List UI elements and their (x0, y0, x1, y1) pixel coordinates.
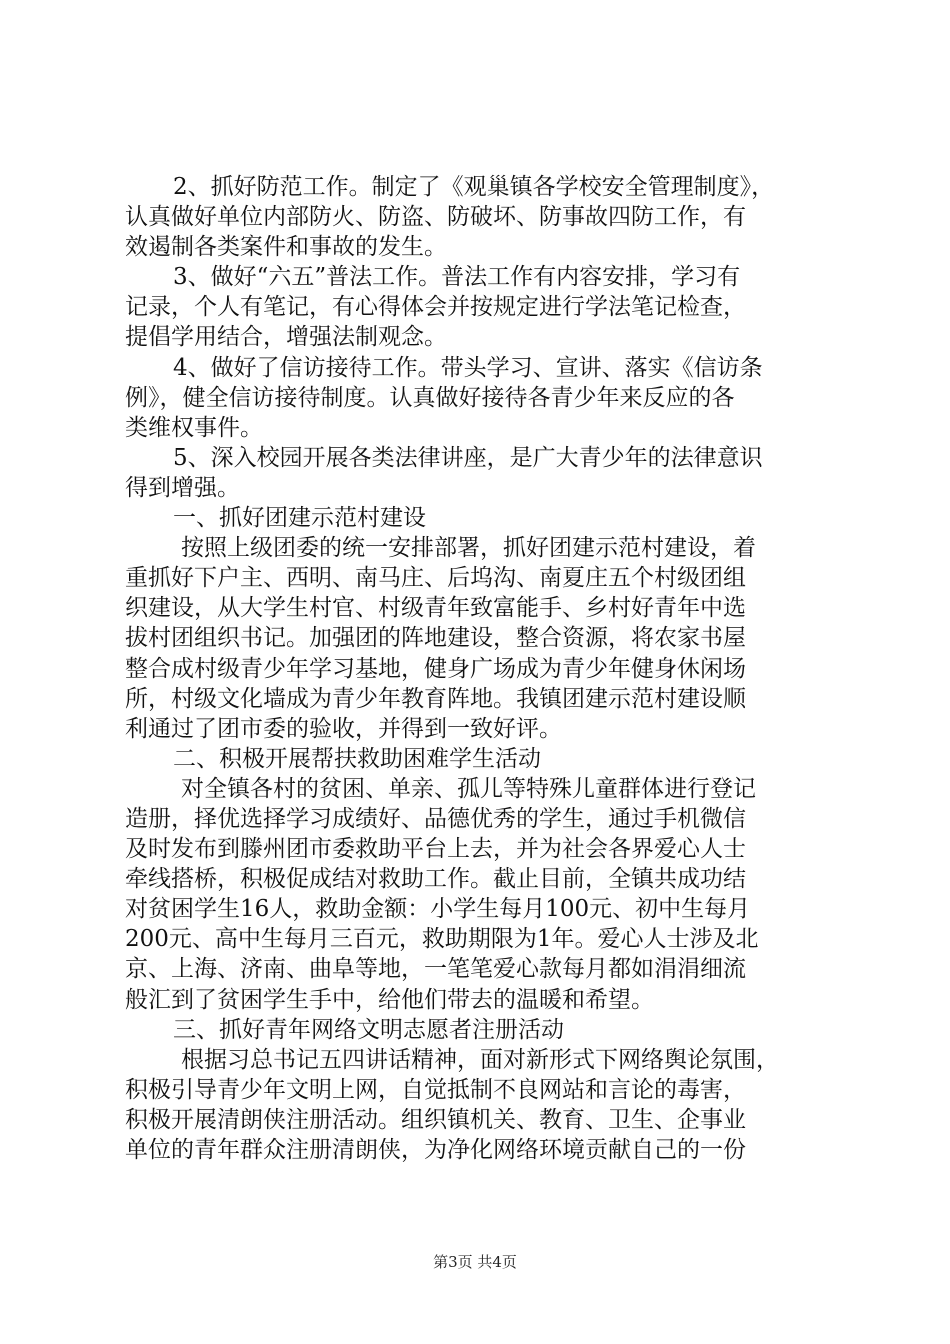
paragraph-line: 般汇到了贫困学生手中，给他们带去的温暖和希望。 (125, 986, 654, 1013)
paragraph-line: 对全镇各村的贫困、单亲、孤儿等特殊儿童群体进行登记 (181, 775, 756, 802)
paragraph-line: 3、做好“六五”普法工作。普法工作有内容安排，学习有 (173, 264, 741, 291)
section-heading: 三、抓好青年网络文明志愿者注册活动 (173, 1016, 564, 1043)
paragraph-line: 重抓好下户主、西明、南马庄、后坞沟、南夏庄五个村级团组 (125, 565, 746, 592)
paragraph-line: 造册，择优选择学习成绩好、品德优秀的学生，通过手机微信 (125, 805, 746, 832)
paragraph-line: 认真做好单位内部防火、防盗、防破坏、防事故四防工作，有 (125, 204, 746, 231)
paragraph-line: 利通过了团市委的验收，并得到一致好评。 (125, 715, 562, 742)
paragraph-line: 200元、高中生每月三百元，救助期限为1年。爱心人士涉及北 (125, 926, 759, 953)
section-heading: 一、抓好团建示范村建设 (173, 505, 426, 532)
paragraph-line: 拔村团组织书记。加强团的阵地建设，整合资源，将农家书屋 (125, 625, 746, 652)
paragraph-line: 例》，健全信访接待制度。认真做好接待各青少年来反应的各 (125, 384, 735, 411)
paragraph-line: 所，村级文化墙成为青少年教育阵地。我镇团建示范村建设顺 (125, 685, 746, 712)
paragraph-line: 整合成村级青少年学习基地，健身广场成为青少年健身休闲场 (125, 655, 746, 682)
section-heading: 二、积极开展帮扶救助困难学生活动 (173, 745, 541, 772)
page-number-footer: 第3页 共4页 (433, 1253, 517, 1271)
paragraph-line: 单位的青年群众注册清朗侠，为净化网络环境贡献自己的一份 (125, 1137, 746, 1163)
paragraph-line: 4、做好了信访接待工作。带头学习、宣讲、落实《信访条 (173, 354, 763, 381)
paragraph-line: 类维权事件。 (125, 414, 263, 441)
paragraph-line: 织建设，从大学生村官、村级青年致富能手、乡村好青年中选 (125, 595, 746, 622)
paragraph-line: 得到增强。 (125, 474, 240, 501)
paragraph-line: 对贫困学生16人，救助金额：小学生每月100元、初中生每月 (125, 896, 751, 923)
paragraph-line: 提倡学用结合，增强法制观念。 (125, 324, 447, 351)
paragraph-line: 积极引导青少年文明上网，自觉抵制不良网站和言论的毒害， (125, 1076, 746, 1103)
paragraph-line: 记录，个人有笔记，有心得体会并按规定进行学法笔记检查， (125, 294, 746, 321)
paragraph-line: 2、抓好防范工作。制定了《观巢镇各学校安全管理制度》， (173, 174, 775, 200)
paragraph-line: 按照上级团委的统一安排部署，抓好团建示范村建设，着 (181, 535, 756, 562)
paragraph-line: 积极开展清朗侠注册活动。组织镇机关、教育、卫生、企事业 (125, 1106, 746, 1133)
paragraph-line: 5、深入校园开展各类法律讲座，是广大青少年的法律意识 (173, 444, 763, 471)
document-body (125, 172, 835, 1165)
paragraph-line: 效遏制各类案件和事故的发生。 (125, 234, 447, 261)
paragraph-line: 牵线搭桥，积极促成结对救助工作。截止目前，全镇共成功结 (125, 866, 746, 893)
paragraph-line: 京、上海、济南、曲阜等地，一笔笔爱心款每月都如涓涓细流 (125, 956, 746, 983)
paragraph-line: 及时发布到滕州团市委救助平台上去，并为社会各界爱心人士 (125, 836, 746, 863)
paragraph-line: 根据习总书记五四讲话精神，面对新形式下网络舆论氛围， (181, 1046, 779, 1073)
